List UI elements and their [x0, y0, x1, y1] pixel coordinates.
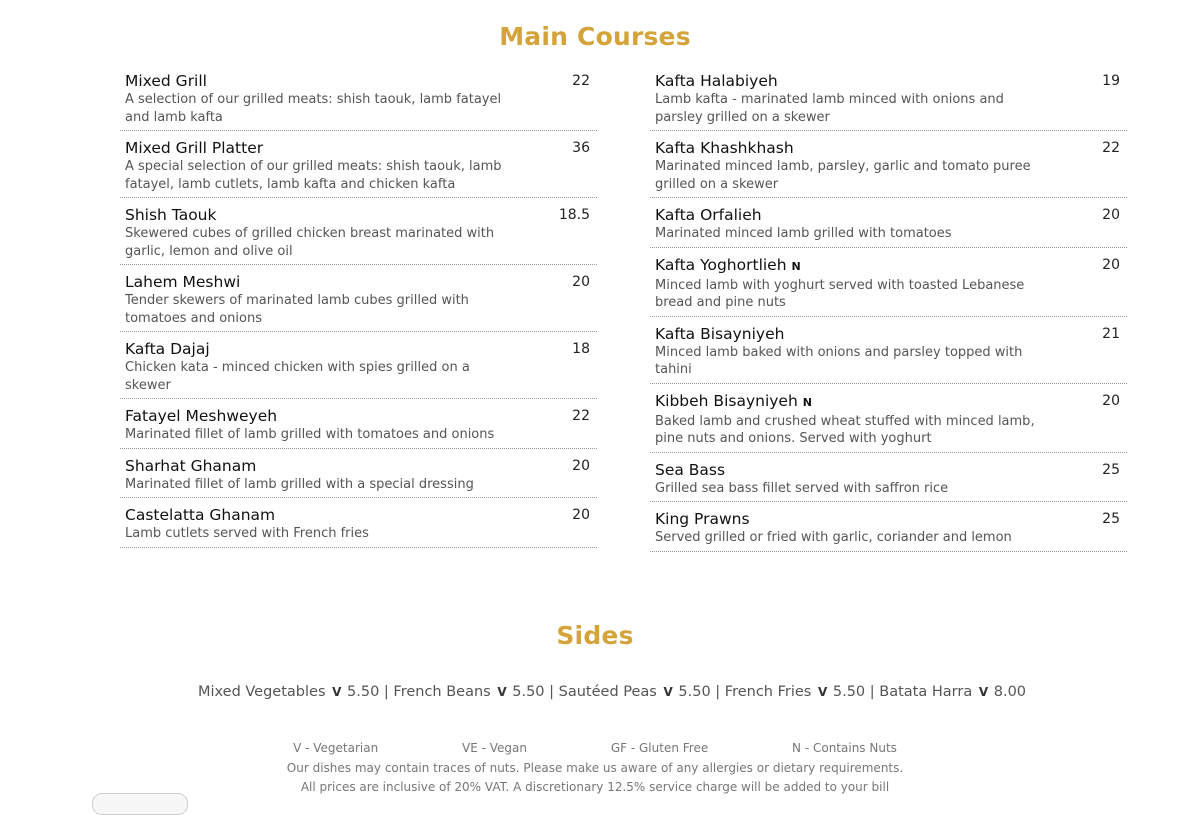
menu-item-name [655, 138, 1127, 158]
side-item-name: Sautéed Peas [558, 684, 657, 700]
menu-item-price: 20 [572, 507, 590, 523]
menu-item-name-text: Kafta Orfalieh [655, 206, 762, 224]
menu-item-name-text: Kafta Khashkhash [655, 139, 794, 157]
menu-item-price: 25 [1102, 461, 1120, 478]
vat-note: All prices are inclusive of 20% VAT. A discretionary 12.5% service charge will be added to your bill [300, 780, 890, 794]
menu-item [650, 390, 1127, 453]
menu-item-description: Skewered cubes of grilled chicken breast marinated with garlic, lemon and olive oil [125, 226, 495, 259]
vegetarian-badge: V [497, 685, 507, 699]
menu-item-name-text: Kafta Dajaj [125, 340, 210, 358]
menu-item-name-text: Kafta Halabiyeh [655, 72, 778, 90]
menu-item-name-text: King Prawns [655, 510, 750, 528]
menu-item-name-text: Mixed Grill Platter [125, 139, 264, 157]
allergy-note: Our dishes may contain traces of nuts. Please make us aware of any allergies or dietary requirements. [286, 761, 904, 775]
legend-contains-nuts: N - Contains Nuts [792, 741, 897, 755]
side-item [559, 684, 711, 700]
side-item-price: 5.50 [347, 684, 380, 700]
menu-item-name [655, 71, 1127, 91]
menu-item-name [125, 406, 597, 426]
menu-item [120, 137, 597, 198]
vegetarian-badge: V [978, 685, 989, 699]
menu-item-price: 19 [1102, 73, 1120, 89]
menu-item [120, 504, 597, 548]
dietary-legend [0, 741, 1190, 755]
menu-item-name [655, 205, 1127, 225]
menu-item-name [655, 324, 1127, 344]
side-item [393, 684, 544, 700]
menu-item-name-text: Fatayel Meshweyeh [125, 407, 278, 425]
menu-item-name [125, 272, 597, 292]
menu-item-description: Served grilled or fried with garlic, coriander and lemon [655, 530, 1012, 545]
menu-item-description: Minced lamb with yoghurt served with toasted Lebanese bread and pine nuts [655, 277, 1025, 310]
menu-item-price: 20 [572, 274, 590, 290]
side-item-price: 5.50 [832, 684, 866, 700]
menu-item-price: 21 [1102, 325, 1120, 342]
side-item [725, 684, 865, 700]
menu-item-price: 18 [572, 341, 590, 357]
vegetarian-badge: V [332, 685, 342, 699]
side-item-price: 5.50 [678, 684, 711, 700]
menu-item-name [125, 505, 597, 525]
side-item-name: Batata Harra [879, 684, 973, 700]
menu-item-price: 20 [1102, 256, 1120, 273]
sides-separator: | [865, 684, 880, 700]
legend-vegetarian: V - Vegetarian [293, 741, 379, 755]
menu-item-description: Baked lamb and crushed wheat stuffed with minced lamb, pine nuts and onions. Served with yoghurt [655, 413, 1035, 446]
side-item [198, 684, 379, 700]
vegetarian-badge: V [817, 685, 828, 699]
menu-item-name [125, 456, 597, 476]
menu-item-description: Chicken kata - minced chicken with spies grilled on a skewer [125, 360, 470, 393]
menu-item [650, 323, 1127, 384]
menu-item-name-text: Sea Bass [655, 460, 726, 479]
side-item-name: French Beans [393, 684, 491, 700]
menu-item [650, 137, 1127, 198]
menu-item-name-text: Sharhat Ghanam [125, 456, 257, 475]
nuts-badge: N [802, 395, 813, 409]
menu-item-name-text: Shish Taouk [125, 206, 217, 224]
menu-item-name-text: Kafta Bisayniyeh [655, 324, 785, 343]
menu-column-right [650, 70, 1127, 558]
menu-item-price: 20 [572, 457, 590, 474]
menu-item-name [655, 255, 1127, 277]
menu-item [650, 70, 1127, 131]
menu-item-price: 20 [1102, 392, 1120, 409]
nuts-badge: N [791, 259, 801, 273]
side-item-name: French Fries [724, 684, 812, 700]
sides-separator: | [379, 684, 394, 700]
menu-item [650, 508, 1127, 552]
side-item-name: Mixed Vegetables [197, 684, 326, 700]
menu-item-name [125, 339, 597, 359]
menu-item-description: Tender skewers of marinated lamb cubes grilled with tomatoes and onions [125, 293, 469, 326]
menu-item [650, 459, 1127, 503]
menu-item-price: 22 [572, 408, 590, 424]
menu-item-price: 36 [572, 140, 590, 156]
menu-item [120, 338, 597, 399]
menu-item-price: 20 [1102, 207, 1120, 223]
menu-item-description: Marinated minced lamb grilled with tomatoes [655, 226, 952, 241]
vegetarian-badge: V [663, 685, 673, 699]
menu-item-name-text: Mixed Grill [125, 72, 207, 90]
sides-separator: | [544, 684, 559, 700]
menu-item [120, 455, 597, 499]
legend-gluten-free: GF - Gluten Free [610, 741, 709, 755]
menu-item-description: Lamb cutlets served with French fries [125, 526, 369, 541]
menu-item-name [655, 509, 1127, 529]
menu-item [120, 204, 597, 265]
menu-column-left [120, 70, 597, 554]
menu-item [120, 70, 597, 131]
menu-item-description: Marinated minced lamb, parsley, garlic and tomato puree grilled on a skewer [655, 159, 1031, 192]
menu-item-name [655, 460, 1127, 480]
menu-item-name [125, 138, 597, 158]
menu-item-price: 22 [572, 73, 590, 89]
menu-item [650, 254, 1127, 317]
menu-item-description: A selection of our grilled meats: shish taouk, lamb fatayel and lamb kafta [125, 92, 502, 125]
side-item-price: 5.50 [512, 684, 545, 700]
menu-item-name-text: Lahem Meshwi [125, 273, 241, 291]
menu-item-description: Marinated fillet of lamb grilled with a special dressing [125, 476, 474, 492]
side-item [879, 684, 1026, 700]
main-courses-title: Main Courses [499, 22, 691, 51]
menu-item-name [125, 205, 597, 225]
menu-item-price: 25 [1102, 511, 1120, 527]
sides-list [0, 684, 1200, 700]
menu-item-description: Lamb kafta - marinated lamb minced with onions and parsley grilled on a skewer [655, 92, 1004, 125]
menu-item-price: 18.5 [558, 207, 590, 223]
menu-item [120, 405, 597, 449]
menu-item-name-text: Castelatta Ghanam [125, 506, 276, 524]
menu-item-name [125, 71, 597, 91]
legend-vegan: VE - Vegan [462, 741, 528, 755]
menu-item-description: A special selection of our grilled meats: shish taouk, lamb fatayel, lamb cutlets, lamb kafta and chicken kafta [125, 159, 502, 192]
page-control-widget[interactable] [92, 793, 188, 815]
sides-title: Sides [556, 621, 634, 650]
menu-item-description: Marinated fillet of lamb grilled with tomatoes and onions [125, 427, 495, 442]
menu-item [120, 271, 597, 332]
menu-item-name [655, 391, 1127, 413]
menu-item-description: Grilled sea bass fillet served with saffron rice [655, 480, 949, 496]
menu-item-name-text: Kafta Yoghortlieh [655, 255, 787, 274]
menu-item-price: 22 [1102, 140, 1120, 156]
sides-separator: | [710, 684, 725, 700]
menu-item-name-text: Kibbeh Bisayniyeh [655, 391, 798, 410]
menu-item-description: Minced lamb baked with onions and parsley topped with tahini [655, 344, 1023, 377]
side-item-price: 8.00 [993, 684, 1027, 700]
menu-item [650, 204, 1127, 248]
